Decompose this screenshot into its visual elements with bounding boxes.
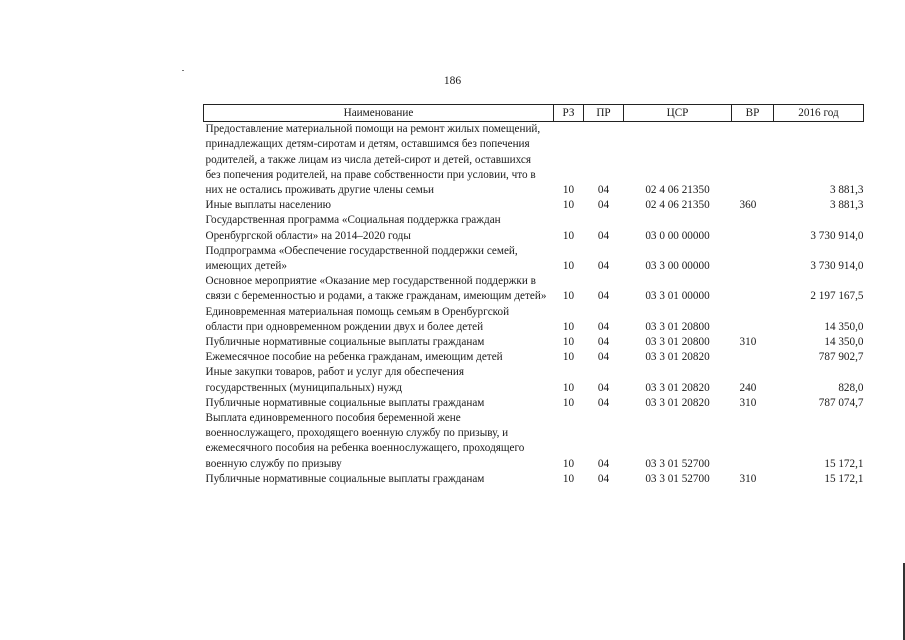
page-number: 186 — [443, 75, 462, 87]
row-pr: 04 — [597, 336, 610, 349]
row-name: Иные выплаты населению — [205, 199, 331, 212]
row-csr: 02 4 06 21350 — [645, 199, 710, 212]
row-vr — [732, 305, 774, 335]
row-amount: 3 730 914,0 — [810, 260, 864, 273]
row-amount: 3 881,3 — [829, 184, 864, 197]
table-header-row — [204, 105, 864, 122]
row-amount: 15 172,1 — [824, 457, 864, 470]
row-csr: 03 3 01 20820 — [645, 396, 710, 409]
budget-table — [203, 104, 864, 487]
row-rz: 10 — [562, 184, 575, 197]
row-pr: 04 — [597, 290, 610, 303]
header-name: Наименование — [204, 105, 554, 122]
row-amount: 787 074,7 — [818, 396, 864, 409]
row-name: Единовременная материальная помощь семьям в Оренбургской области при одновременном рождении двух и более детей — [205, 305, 510, 333]
row-name: Подпрограмма «Обеспечение государственной поддержки семей, имеющих детей» — [205, 244, 518, 273]
table-row — [204, 472, 864, 487]
row-name: Основное мероприятие «Оказание мер государственной поддержки в связи с беременностью и родами, а также гражданам, имеющим детей» — [205, 275, 547, 303]
row-amount: 2 197 167,5 — [810, 290, 864, 303]
row-name: Предоставление материальной помощи на ремонт жилых помещений, принадлежащих детям-сиротам и детям, оставшимся без попечения родителей, а также лицам из числа детей-сирот и детей, оставшихся без попечения родителей, на праве собственности при условии, что в них не остались проживать другие члены семьи — [205, 123, 541, 197]
row-csr: 03 3 01 20820 — [645, 381, 710, 394]
row-vr — [732, 213, 774, 243]
row-csr: 03 3 01 20820 — [645, 351, 710, 364]
header-pr: ПР — [584, 105, 624, 122]
row-vr — [732, 350, 774, 365]
row-csr: 03 0 00 00000 — [645, 229, 710, 242]
row-name: Публичные нормативные социальные выплаты гражданам — [205, 396, 485, 409]
header-year: 2016 год — [774, 105, 864, 122]
table-row — [204, 122, 864, 199]
row-rz: 10 — [562, 457, 575, 470]
row-rz: 10 — [562, 396, 575, 409]
row-name: Выплата единовременного пособия беременной жене военнослужащего, проходящего военную службу по призыву, и ежемесячного пособия на ребенка военнослужащего, проходящего военную службу по призыву — [205, 412, 525, 470]
header-rz: РЗ — [554, 105, 584, 122]
row-csr: 03 3 01 52700 — [645, 457, 710, 470]
row-csr: 03 3 01 00000 — [645, 290, 710, 303]
row-vr — [732, 411, 774, 472]
row-csr: 03 3 01 52700 — [645, 472, 710, 485]
row-rz: 10 — [562, 381, 575, 394]
row-csr: 03 3 01 20800 — [645, 320, 710, 333]
row-amount: 3 881,3 — [829, 199, 864, 212]
row-amount: 14 350,0 — [824, 336, 864, 349]
row-amount: 3 730 914,0 — [810, 229, 864, 242]
table-row — [204, 305, 864, 335]
row-amount: 828,0 — [838, 381, 864, 394]
row-vr: 310 — [739, 396, 757, 409]
row-vr: 360 — [739, 199, 757, 212]
table-row — [204, 198, 864, 213]
row-rz: 10 — [562, 336, 575, 349]
row-amount: 787 902,7 — [818, 351, 864, 364]
row-csr: 03 3 01 20800 — [645, 336, 710, 349]
row-rz: 10 — [562, 229, 575, 242]
row-pr: 04 — [597, 381, 610, 394]
row-amount: 14 350,0 — [824, 320, 864, 333]
row-pr: 04 — [597, 229, 610, 242]
row-vr: 240 — [739, 381, 757, 394]
table-row — [204, 335, 864, 350]
row-rz: 10 — [562, 290, 575, 303]
row-rz: 10 — [562, 472, 575, 485]
table-row — [204, 396, 864, 411]
scan-mark — [182, 70, 184, 71]
page-edge-line — [903, 563, 905, 640]
row-vr — [732, 122, 774, 199]
row-csr: 03 3 00 00000 — [645, 260, 710, 273]
table-row — [204, 350, 864, 365]
row-pr: 04 — [597, 351, 610, 364]
row-vr — [732, 244, 774, 274]
row-pr: 04 — [597, 320, 610, 333]
row-csr: 02 4 06 21350 — [645, 184, 710, 197]
row-pr: 04 — [597, 184, 610, 197]
header-csr: ЦСР — [624, 105, 732, 122]
row-rz: 10 — [562, 351, 575, 364]
table-row — [204, 411, 864, 472]
row-vr — [732, 274, 774, 304]
header-vr: ВР — [732, 105, 774, 122]
row-pr: 04 — [597, 457, 610, 470]
row-rz: 10 — [562, 199, 575, 212]
row-name: Ежемесячное пособие на ребенка гражданам, имеющим детей — [205, 351, 503, 364]
row-pr: 04 — [597, 396, 610, 409]
table-row — [204, 244, 864, 274]
row-name: Публичные нормативные социальные выплаты гражданам — [205, 336, 485, 349]
table-row — [204, 365, 864, 395]
row-name: Государственная программа «Социальная поддержка граждан Оренбургской области» на 2014–2020 годы — [205, 214, 501, 242]
row-rz: 10 — [562, 260, 575, 273]
table-row — [204, 213, 864, 243]
table-row — [204, 274, 864, 304]
row-rz: 10 — [562, 320, 575, 333]
row-pr: 04 — [597, 260, 610, 273]
row-amount: 15 172,1 — [824, 472, 864, 485]
row-pr: 04 — [597, 199, 610, 212]
row-vr: 310 — [739, 336, 757, 349]
row-name: Публичные нормативные социальные выплаты гражданам — [205, 472, 485, 485]
row-name: Иные закупки товаров, работ и услуг для обеспечения государственных (муниципальных) нужд — [205, 366, 465, 394]
row-pr: 04 — [597, 472, 610, 485]
row-vr: 310 — [739, 472, 757, 485]
